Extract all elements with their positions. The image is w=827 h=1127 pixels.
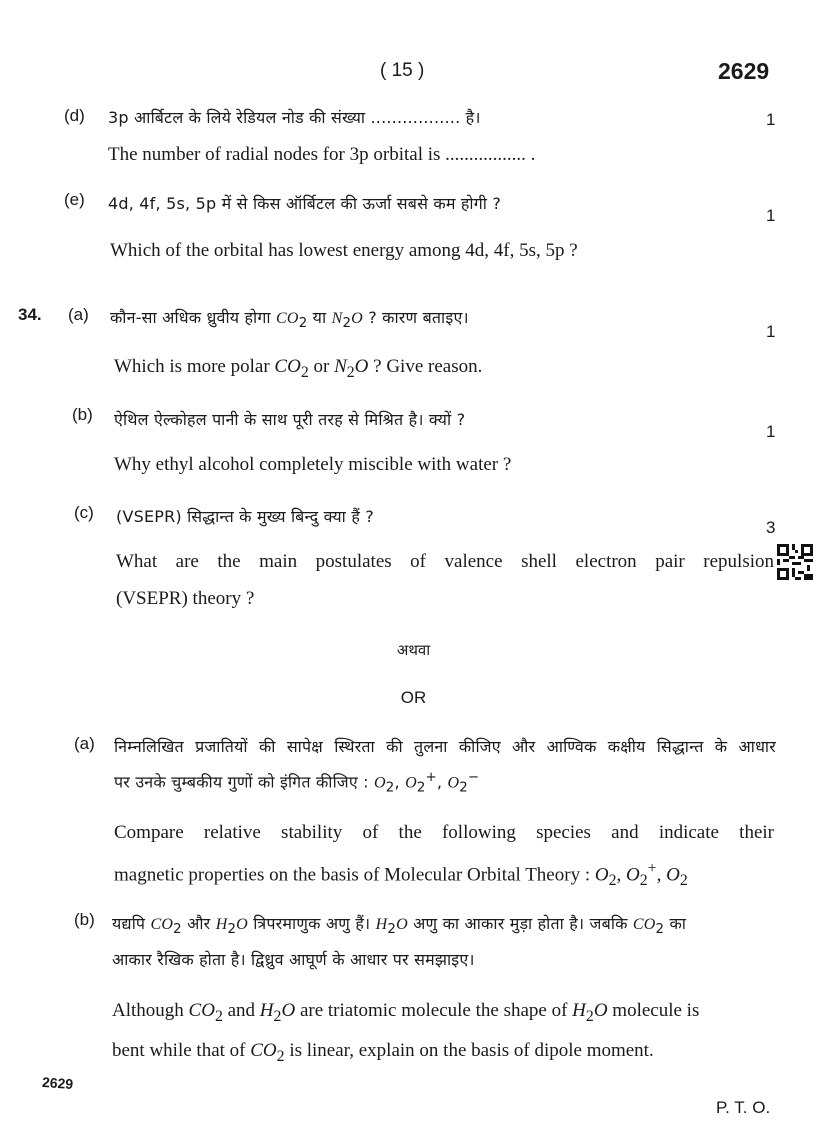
question-english-line2: magnetic properties on the basis of Molecular Orbital Theory : $O_2$, $O_2^+$, $O_2$: [114, 860, 688, 890]
question-english-line2: bent while that of $CO_2$ is linear, explain on the basis of dipole moment.: [112, 1040, 654, 1065]
question-hindi: (VSEPR) सिद्धान्त के मुख्य बिन्दु क्या हैं ?: [116, 507, 374, 526]
question-english: Why ethyl alcohol completely miscible with water ?: [114, 454, 512, 475]
or-separator-hindi: अथवा: [396, 641, 431, 659]
question-english-line1: What are the main postulates of valence shell electron pair repulsion: [116, 551, 774, 572]
question-english: The number of radial nodes for 3p orbital is ................. .: [108, 144, 536, 165]
question-hindi: 3p आर्बिटल के लिये रेडियल नोड की संख्या ................. है।: [108, 108, 481, 127]
question-label: (d): [64, 106, 85, 125]
question-label: (b): [74, 910, 95, 929]
question-hindi-line2: पर उनके चुम्बकीय गुणों को इंगित कीजिए : $O_2$, $O_2^+$, $O_2^-$: [114, 770, 480, 796]
question-number: 34.: [18, 305, 42, 324]
question-label: (e): [64, 190, 85, 209]
question-english-line1: Although $CO_2$ and $H_2O$ are triatomic molecule the shape of $H_2O$ molecule is: [112, 1000, 700, 1025]
question-label: (a): [68, 305, 89, 324]
question-hindi-line2: आकार रैखिक होता है। द्विध्रुव आघूर्ण के आधार पर समझाइए।: [112, 950, 475, 969]
question-hindi-line1: यद्यपि $CO_2$ और $H_2O$ त्रिपरमाणुक अणु हैं। $H_2O$ अणु का आकार मुड़ा होता है। जबकि $CO_2$ का: [112, 914, 687, 938]
question-marks: 1: [766, 206, 776, 225]
question-hindi: 4d, 4f, 5s, 5p में से किस ऑर्बिटल की ऊर्जा सबसे कम होगी ?: [108, 194, 502, 213]
question-hindi: कौन-सा अधिक ध्रुवीय होगा $CO_2$ या $N_2O$ ? कारण बताइए।: [110, 308, 469, 332]
question-marks: 1: [766, 110, 776, 129]
qr-code-icon: [776, 544, 814, 580]
question-marks: 1: [766, 422, 776, 441]
or-separator-english: OR: [400, 688, 427, 707]
question-label: (b): [72, 405, 93, 424]
question-english-line1: Compare relative stability of the following species and indicate their: [114, 822, 774, 843]
question-hindi: ऐथिल ऐल्कोहल पानी के साथ पूरी तरह से मिश्रित है। क्यों ?: [114, 410, 466, 429]
page-number: ( 15 ): [380, 60, 425, 81]
question-english: Which is more polar $CO_2$ or $N_2O$ ? Give reason.: [114, 356, 483, 381]
paper-code-header: 2629: [718, 58, 770, 84]
question-hindi-line1: निम्नलिखित प्रजातियों की सापेक्ष स्थिरता की तुलना कीजिए और आण्विक कक्षीय सिद्धान्त के आधार: [114, 737, 776, 756]
question-marks: 1: [766, 322, 776, 341]
question-english-line2: (VSEPR) theory ?: [116, 588, 255, 609]
question-label: (a): [74, 734, 95, 753]
question-english: Which of the orbital has lowest energy among 4d, 4f, 5s, 5p ?: [110, 240, 578, 261]
question-label: (c): [74, 503, 94, 522]
question-marks: 3: [766, 518, 776, 537]
paper-code-footer: 2629: [41, 1073, 74, 1093]
please-turn-over: P. T. O.: [716, 1098, 771, 1117]
